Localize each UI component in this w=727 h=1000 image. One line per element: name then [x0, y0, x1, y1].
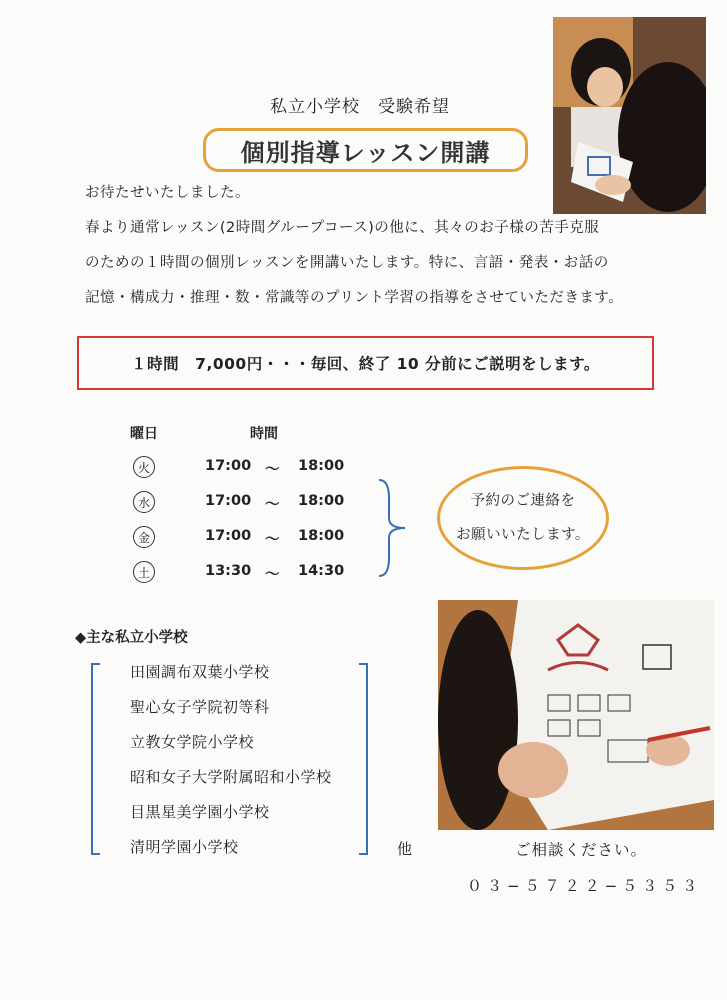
page-subtitle: 私立小学校 受験希望	[270, 97, 450, 117]
time-separator: 〜	[265, 497, 280, 513]
time-separator: 〜	[265, 462, 280, 478]
time-start: 17:00	[205, 528, 252, 544]
reservation-line: お願いいたします。	[456, 527, 590, 543]
intro-line: 記憶・構成力・推理・数・常識等のプリント学習の指導をさせていただきます。	[85, 290, 624, 306]
schools-suffix: 他	[397, 840, 413, 858]
price-notice: １時間 7,000円・・・毎回、終了 10 分前にご説明をします。	[77, 336, 654, 390]
school-item: 清明学園小学校	[130, 838, 239, 856]
contact-text: ご相談ください。	[515, 841, 648, 859]
reservation-oval	[437, 466, 609, 570]
reservation-line: 予約のご連絡を	[470, 493, 576, 509]
school-item: 聖心女子学院初等科	[130, 698, 270, 716]
page-title: 個別指導レッスン開講	[203, 128, 528, 172]
day-column-header: 曜日	[130, 426, 158, 442]
school-item: 立教女学院小学校	[130, 733, 255, 751]
intro-line: のための１時間の個別レッスンを開講いたします。特に、言語・発表・お話の	[85, 255, 609, 271]
time-separator: 〜	[265, 567, 280, 583]
time-start: 13:30	[205, 563, 252, 579]
time-separator: 〜	[265, 532, 280, 548]
schools-heading: ◆主な私立小学校	[75, 630, 188, 646]
schools-bracket-right	[357, 662, 371, 856]
time-column-header: 時間	[250, 426, 278, 442]
day-badge: 火	[133, 456, 155, 478]
school-item: 昭和女子大学附属昭和小学校	[130, 768, 332, 786]
photo-worksheet	[438, 600, 714, 830]
intro-line: 春より通常レッスン(2時間グループコース)の他に、其々のお子様の苦手克服	[85, 220, 600, 236]
day-badge: 土	[133, 561, 155, 583]
time-end: 18:00	[298, 528, 345, 544]
intro-line: お待たせいたしました。	[85, 185, 250, 201]
school-item: 目黒星美学園小学校	[130, 803, 270, 821]
school-item: 田園調布双葉小学校	[130, 663, 270, 681]
photo-child-studying	[553, 17, 706, 214]
time-end: 14:30	[298, 563, 345, 579]
time-end: 18:00	[298, 458, 345, 474]
schedule-brace	[375, 478, 415, 578]
time-end: 18:00	[298, 493, 345, 509]
phone-number: ０３−５７２２−５３５３	[467, 877, 703, 895]
day-badge: 金	[133, 526, 155, 548]
day-badge: 水	[133, 491, 155, 513]
schools-bracket-left	[88, 662, 102, 856]
time-start: 17:00	[205, 493, 252, 509]
time-start: 17:00	[205, 458, 252, 474]
